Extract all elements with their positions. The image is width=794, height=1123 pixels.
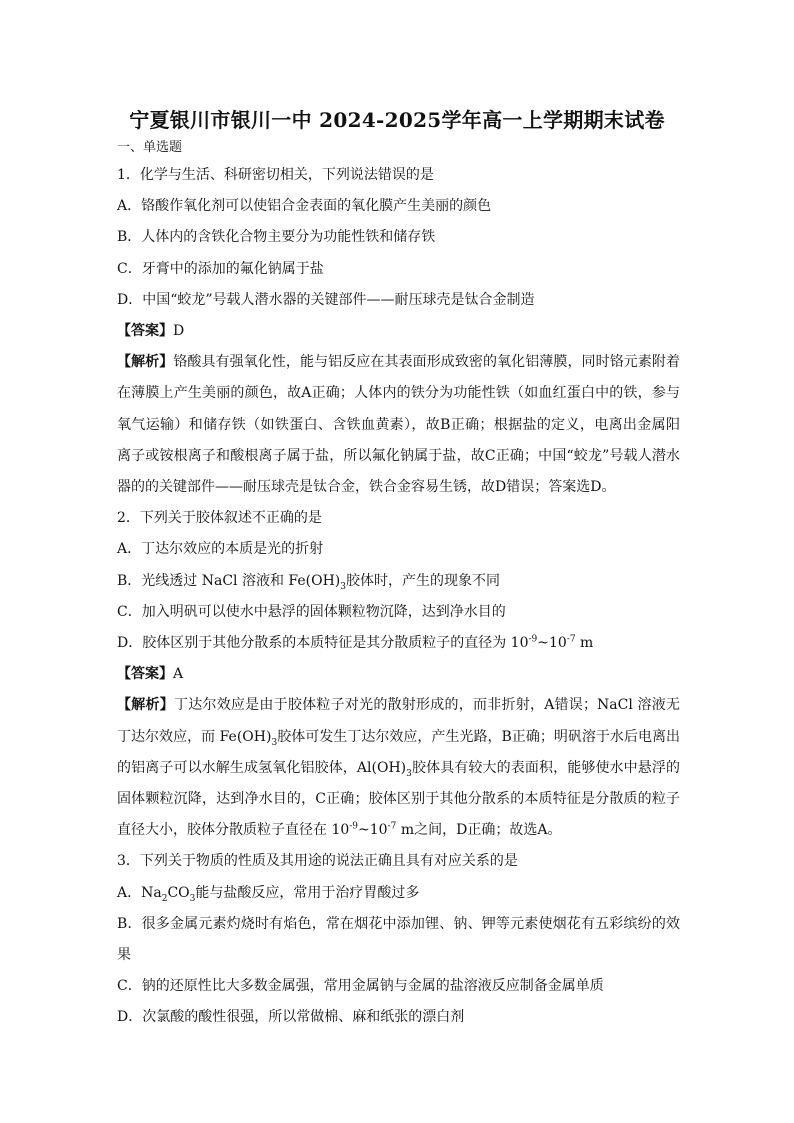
explanation [117, 347, 680, 503]
question-2 [117, 503, 680, 846]
subscript: 3 [271, 737, 278, 748]
superscript: -9 [528, 634, 538, 645]
subscript: 2 [161, 893, 168, 904]
answer-value: D [173, 323, 185, 340]
answer-value: A [173, 666, 184, 683]
explanation-text: m之间，D正确；故选A。 [396, 822, 562, 839]
option-a-text-end: 能与盐酸反应，常用于治疗胃酸过多 [195, 884, 420, 901]
explanation-tag: 【解析】 [117, 354, 174, 371]
option-a [117, 878, 680, 909]
section-heading: 一、单选题 [117, 140, 183, 155]
explanation-text: 铬酸具有强氧化性，能与铝反应在其表面形成致密的氧化铝薄膜，同时铬元素附着在薄膜上产生美丽的颜色，故A正确；人体内的铁分为功能性铁（如血红蛋白中的铁，参与氧气运输）和储存铁（如铁蛋白、含铁血黄素），故B正确；根据盐的定义，电离出金属阳离子或铵根离子和酸根离子属于盐，所以氟化钠属于盐，故C正确；中国“蛟龙”号载人潜水器的的关键部件——耐压球壳是钛合金，铁合金容易生锈，故D错误；答案选D。 [117, 354, 681, 496]
answer-line [117, 659, 680, 690]
option-c: C．加入明矾可以使水中悬浮的固体颗粒物沉降，达到净水目的 [117, 603, 506, 620]
explanation-text: 胶体具有较大的表面积，能够使水中悬浮的固体颗粒沉降，达到净水目的，C正确；胶体区别于其他分散系的本质特征是分散质的粒子直径大小，胶体分散质粒子直径在 10 [117, 759, 681, 839]
subscript: 3 [340, 581, 347, 592]
superscript: -7 [566, 634, 576, 645]
question-stem: 3．下列关于物质的性质及其用途的说法正确且具有对应关系的是 [117, 853, 518, 870]
option-d-unit: m [575, 635, 594, 652]
explanation [117, 690, 680, 846]
option-a: A．铬酸作氧化剂可以使铝合金表面的氧化膜产生美丽的颜色 [117, 198, 492, 215]
answer-tag: 【答案】 [117, 323, 173, 340]
question-stem: 1．化学与生活、科研密切相关，下列说法错误的是 [117, 167, 434, 183]
option-c: C．钠的还原性比大多数金属强，常用金属钠与金属的盐溶液反应制备金属单质 [117, 978, 604, 995]
option-d: D．中国“蛟龙”号载人潜水器的关键部件——耐压球壳是钛合金制造 [117, 291, 535, 308]
option-b [117, 566, 680, 597]
subscript: 3 [189, 893, 196, 904]
subscript: 3 [406, 768, 412, 779]
option-b-text: B．光线透过 NaCl 溶液和 Fe(OH) [117, 572, 341, 589]
option-d [117, 628, 680, 659]
option-b: B．人体内的含铁化合物主要分为功能性铁和储存铁 [117, 229, 436, 246]
question-1 [117, 160, 680, 503]
page-title: 宁夏银川市银川一中 2024-2025学年高一上学期期末试卷 [129, 108, 665, 132]
answer-tag: 【答案】 [117, 666, 173, 683]
explanation-text: 胶体可发生丁达尔效应，产生光路，B正确；明矾溶于水后电离出的铝离子可以水解生成氢氧化铝胶体，Al(OH) [117, 728, 681, 776]
option-b-text-end: 胶体时，产生的现象不同 [346, 572, 501, 589]
option-d-text: D．胶体区别于其他分散系的本质特征是其分散质粒子的直径为 10 [117, 635, 529, 652]
answer-line [117, 316, 680, 347]
question-3 [117, 846, 680, 1033]
option-a-text: A．Na [117, 884, 162, 901]
explanation-text: 丁达尔效应是由于胶体粒子对光的散射形成的，而非折射，A错误；NaCl 溶液无丁达尔效应，而 Fe(OH) [117, 697, 680, 745]
superscript: -7 [387, 821, 397, 832]
option-b: B．很多金属元素灼烧时有焰色，常在烟花中添加锂、钠、钾等元素使烟花有五彩缤纷的效果 [117, 915, 680, 964]
question-stem: 2．下列关于胶体叙述不正确的是 [117, 510, 322, 527]
explanation-tag: 【解析】 [117, 697, 174, 714]
document-body [117, 136, 680, 1034]
superscript: -9 [349, 821, 359, 832]
option-c: C．牙膏中的添加的氟化钠属于盐 [117, 260, 324, 277]
option-a: A．丁达尔效应的本质是光的折射 [117, 541, 324, 558]
option-d-text-mid: ~10 [537, 635, 567, 652]
explanation-text: ~10 [358, 822, 388, 839]
option-d: D．次氯酸的酸性很强，所以常做棉、麻和纸张的漂白剂 [117, 1009, 465, 1026]
option-a-text-mid: CO [167, 884, 190, 901]
